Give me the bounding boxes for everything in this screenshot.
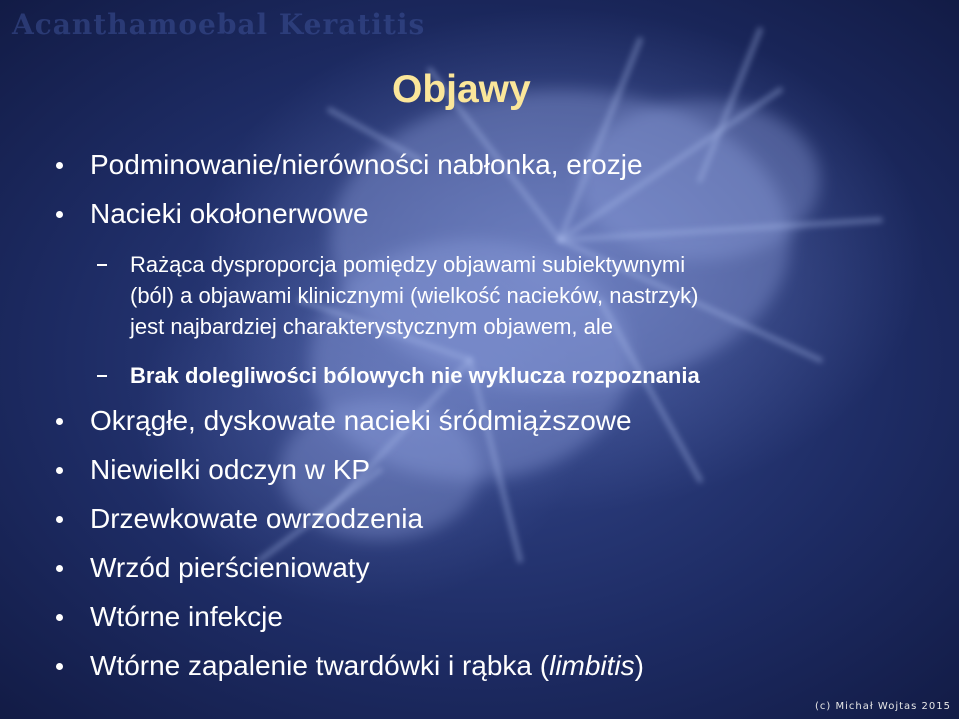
list-item-text: Drzewkowate owrzodzenia	[90, 503, 424, 534]
text-segment: Wtórne zapalenie twardówki i rąbka (	[90, 650, 550, 681]
header-watermark-title: Acanthamoebal Keratitis	[12, 8, 426, 41]
bullet-icon	[56, 663, 63, 670]
bullet-icon	[56, 614, 63, 621]
list-item-text: Nacieki okołonerwowe	[90, 198, 369, 229]
bold-text: Brak dolegliwości bólowych nie wyklucza rozpoznania	[130, 363, 700, 388]
bullet-icon	[56, 467, 63, 474]
sub-list-item-line: jest najbardziej charakterystycznym objawem, ale	[130, 314, 613, 339]
slide-title: Objawy	[392, 68, 531, 111]
italic-term: limbitis	[549, 650, 635, 681]
bullet-icon	[56, 162, 63, 169]
list-item-text: Wrzód pierścieniowaty	[90, 552, 370, 583]
bullet-icon	[56, 418, 63, 425]
list-item-text	[90, 649, 644, 683]
list-item-text: Okrągłe, dyskowate nacieki śródmiąższowe	[90, 405, 632, 436]
sub-list-item-text	[130, 361, 700, 390]
list-item-text: Niewielki odczyn w KP	[90, 454, 371, 485]
list-item-text: Podminowanie/nierówności nabłonka, erozje	[90, 149, 643, 180]
dash-icon	[97, 264, 107, 266]
bullet-icon	[56, 516, 63, 523]
copyright-footer: (c) Michał Wojtas 2015	[815, 701, 951, 712]
bullet-icon	[56, 565, 63, 572]
sub-list-item-line: (ból) a objawami klinicznymi (wielkość nacieków, nastrzyk)	[130, 283, 699, 308]
bullet-icon	[56, 211, 63, 218]
list-item-text: Wtórne infekcje	[90, 601, 283, 632]
dash-icon	[97, 375, 107, 377]
text-segment: )	[634, 650, 644, 681]
sub-list-item-line: Rażąca dysproporcja pomiędzy objawami subiektywnymi	[130, 252, 686, 277]
